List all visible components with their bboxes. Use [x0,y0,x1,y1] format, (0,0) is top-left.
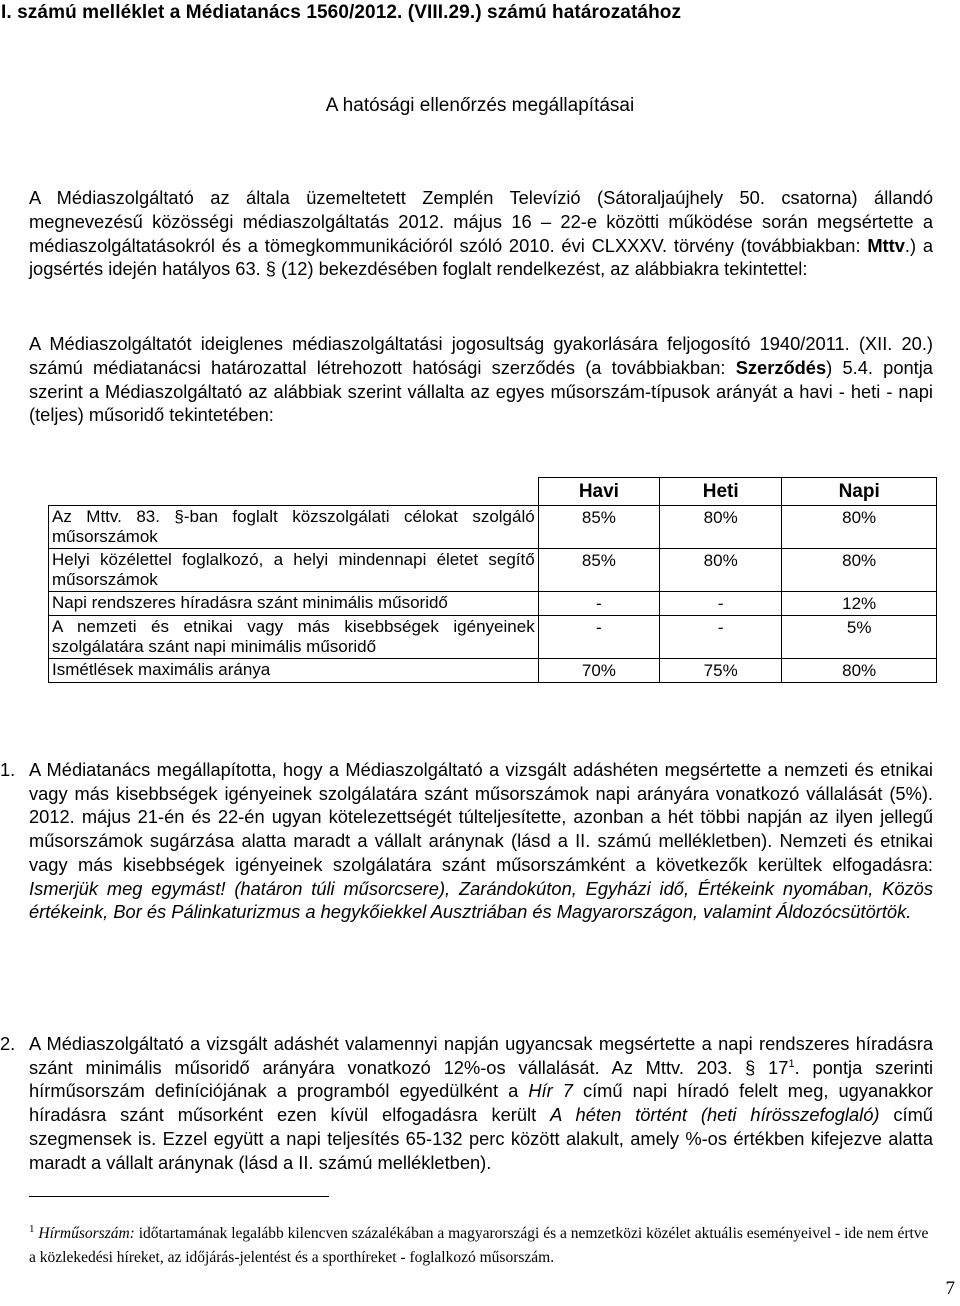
footnote-separator [29,1196,329,1197]
table-row [49,592,937,616]
cell-havi: - [538,592,659,616]
cell-heti: 80% [660,506,782,549]
cell-napi: 12% [782,592,937,616]
item-number: 1. [0,759,16,780]
mttv-term: Mttv [867,234,905,256]
cell-havi: 85% [538,549,659,592]
header-heti: Heti [660,478,782,506]
row-label: Ismétlések maximális aránya [49,659,539,683]
cell-heti: - [660,616,782,659]
cell-heti: 80% [660,549,782,592]
cell-havi: - [538,616,659,659]
table-row [49,506,937,549]
footnote-ref: 1 [788,1057,795,1070]
item-number: 2. [0,1033,16,1054]
row-label: Napi rendszeres híradásra szánt minimális műsoridő [49,592,539,616]
table-row [49,616,937,659]
footnote-term: Hírműsorszám: [38,1225,135,1242]
cell-heti: - [660,592,782,616]
finding-item-1 [0,758,933,924]
cell-napi: 80% [782,506,937,549]
cell-havi: 85% [538,506,659,549]
szerzodes-term: Szerződés [735,356,827,378]
cell-napi: 80% [782,659,937,683]
cell-heti: 75% [660,659,782,683]
footnote: $^1$ Hírműsorszám: időtartamának legalább kilencven százalékában a magyarországi és a nemzetközi közélet aktuális eseményeivel - ide nem értve a közlekedési híreket, az időjárás-jelentést és a sporthíreket - foglalkozó műsorszám. [29,1222,929,1266]
item-body: A Médiaszolgáltató a vizsgált adáshét valamennyi napján ugyancsak megsértette a napi rendszeres híradásra szánt minimális műsoridő arányára vonatkozó 12%-os vállalását. Az Mttv. 203. § $17^1$. pontja szerinti hírműsorszám definíciójának a programból egyedülként a Hír 7 című napi híradó felelt meg, ugyanakkor híradásra szánt műsorként ezen kívül elfogadásra került A héten történt (heti hírösszefoglaló) című szegmensek is. Ezzel együtt a napi teljesítés 65-132 perc között alakult, amely %-os értékben kifejezve alatta maradt a vállalt aránynak (lásd a II. számú mellékletben). [29,1033,934,1173]
item-body: A Médiatanács megállapította, hogy a Médiaszolgáltató a vizsgált adáshéten megsértette a nemzeti és etnikai vagy más kisebbségek igényeinek szolgálatára szánt műsorszámok napi arányára vonatkozó vállalását (5%). 2012. május 21-én és 22-én ugyan kötelezettségét túlteljesítette, azonban a hét többi napján az ilyen jellegű műsorszámok sugárzása alatta maradt a vállalt aránynak (lásd a II. számú mellékletben). Nemzeti és etnikai vagy más kisebbségek igényeinek szolgálatára szánt műsorszámként a következők kerültek elfogadásra: Ismerjük meg egymást! (határon túli műsorcsere), Zarándokúton, Egyházi idő, Értékeink nyomában, Közös értékeink, Bor és Pálinkaturizmus a hegykőiekkel Ausztriában és Magyarországon, valamint Áldozócsütörtök. [29,759,933,923]
table-row [49,659,937,683]
page-header: I. számú melléklet a Médiatanács 1560/2012. (VIII.29.) számú határozatához [1,2,682,23]
table-row [49,549,937,592]
row-label: A nemzeti és etnikai vagy más kisebbségek igényeinek szolgálatára szánt napi minimális műsoridő [49,616,539,659]
footnote-marker: 1 [29,1222,35,1235]
contract-paragraph: A Médiaszolgáltatót ideiglenes médiaszolgáltatási jogosultság gyakorlására feljogosító 1940/2011. (XII. 20.) számú médiatanácsi határozattal létrehozott hatósági szerződés (a továbbiakban: Szerződés) 5.4. pontja szerint a Médiaszolgáltató az alábbiak szerint vállalta az egyes műsorszám-típusok arányát a havi - heti - napi (teljes) műsoridő tekintetében: [29,333,933,426]
program-ratio-table [48,477,937,683]
intro-paragraph: A Médiaszolgáltató az általa üzemeltetett Zemplén Televízió (Sátoraljaújhely 50. csatorna) állandó megnevezésű közösségi médiaszolgáltatás 2012. május 16 – 22-e közötti működése során megsértette a médiaszolgáltatásokról és a tömegkommunikációról szóló 2010. évi CLXXXV. törvény (továbbiakban: Mttv.) a jogsértés idején hatályos 63. § (12) bekezdésében foglalt rendelkezést, az alábbiakra tekintettel: [29,187,933,280]
header-havi: Havi [538,478,659,506]
table-header-row [49,478,937,506]
header-napi: Napi [782,478,937,506]
row-label: Helyi közélettel foglalkozó, a helyi mindennapi életet segítő műsorszámok [49,549,539,592]
cell-havi: 70% [538,659,659,683]
finding-item-2 [0,1032,933,1174]
page-number: 7 [945,1278,955,1299]
section-title: A hatósági ellenőrzés megállapításai [325,95,635,116]
program-list: Ismerjük meg egymást! (határon túli műsorcsere), Zarándokúton, Egyházi idő, Értékeink nyomában, Közös értékeink, Bor és Pálinkaturizmus a hegykőiekkel Ausztriában és Magyarországon, valamint Áldozócsütörtök. [29,877,933,923]
row-label: Az Mttv. 83. §-ban foglalt közszolgálati célokat szolgáló műsorszámok [49,506,539,549]
cell-napi: 80% [782,549,937,592]
cell-napi: 5% [782,616,937,659]
